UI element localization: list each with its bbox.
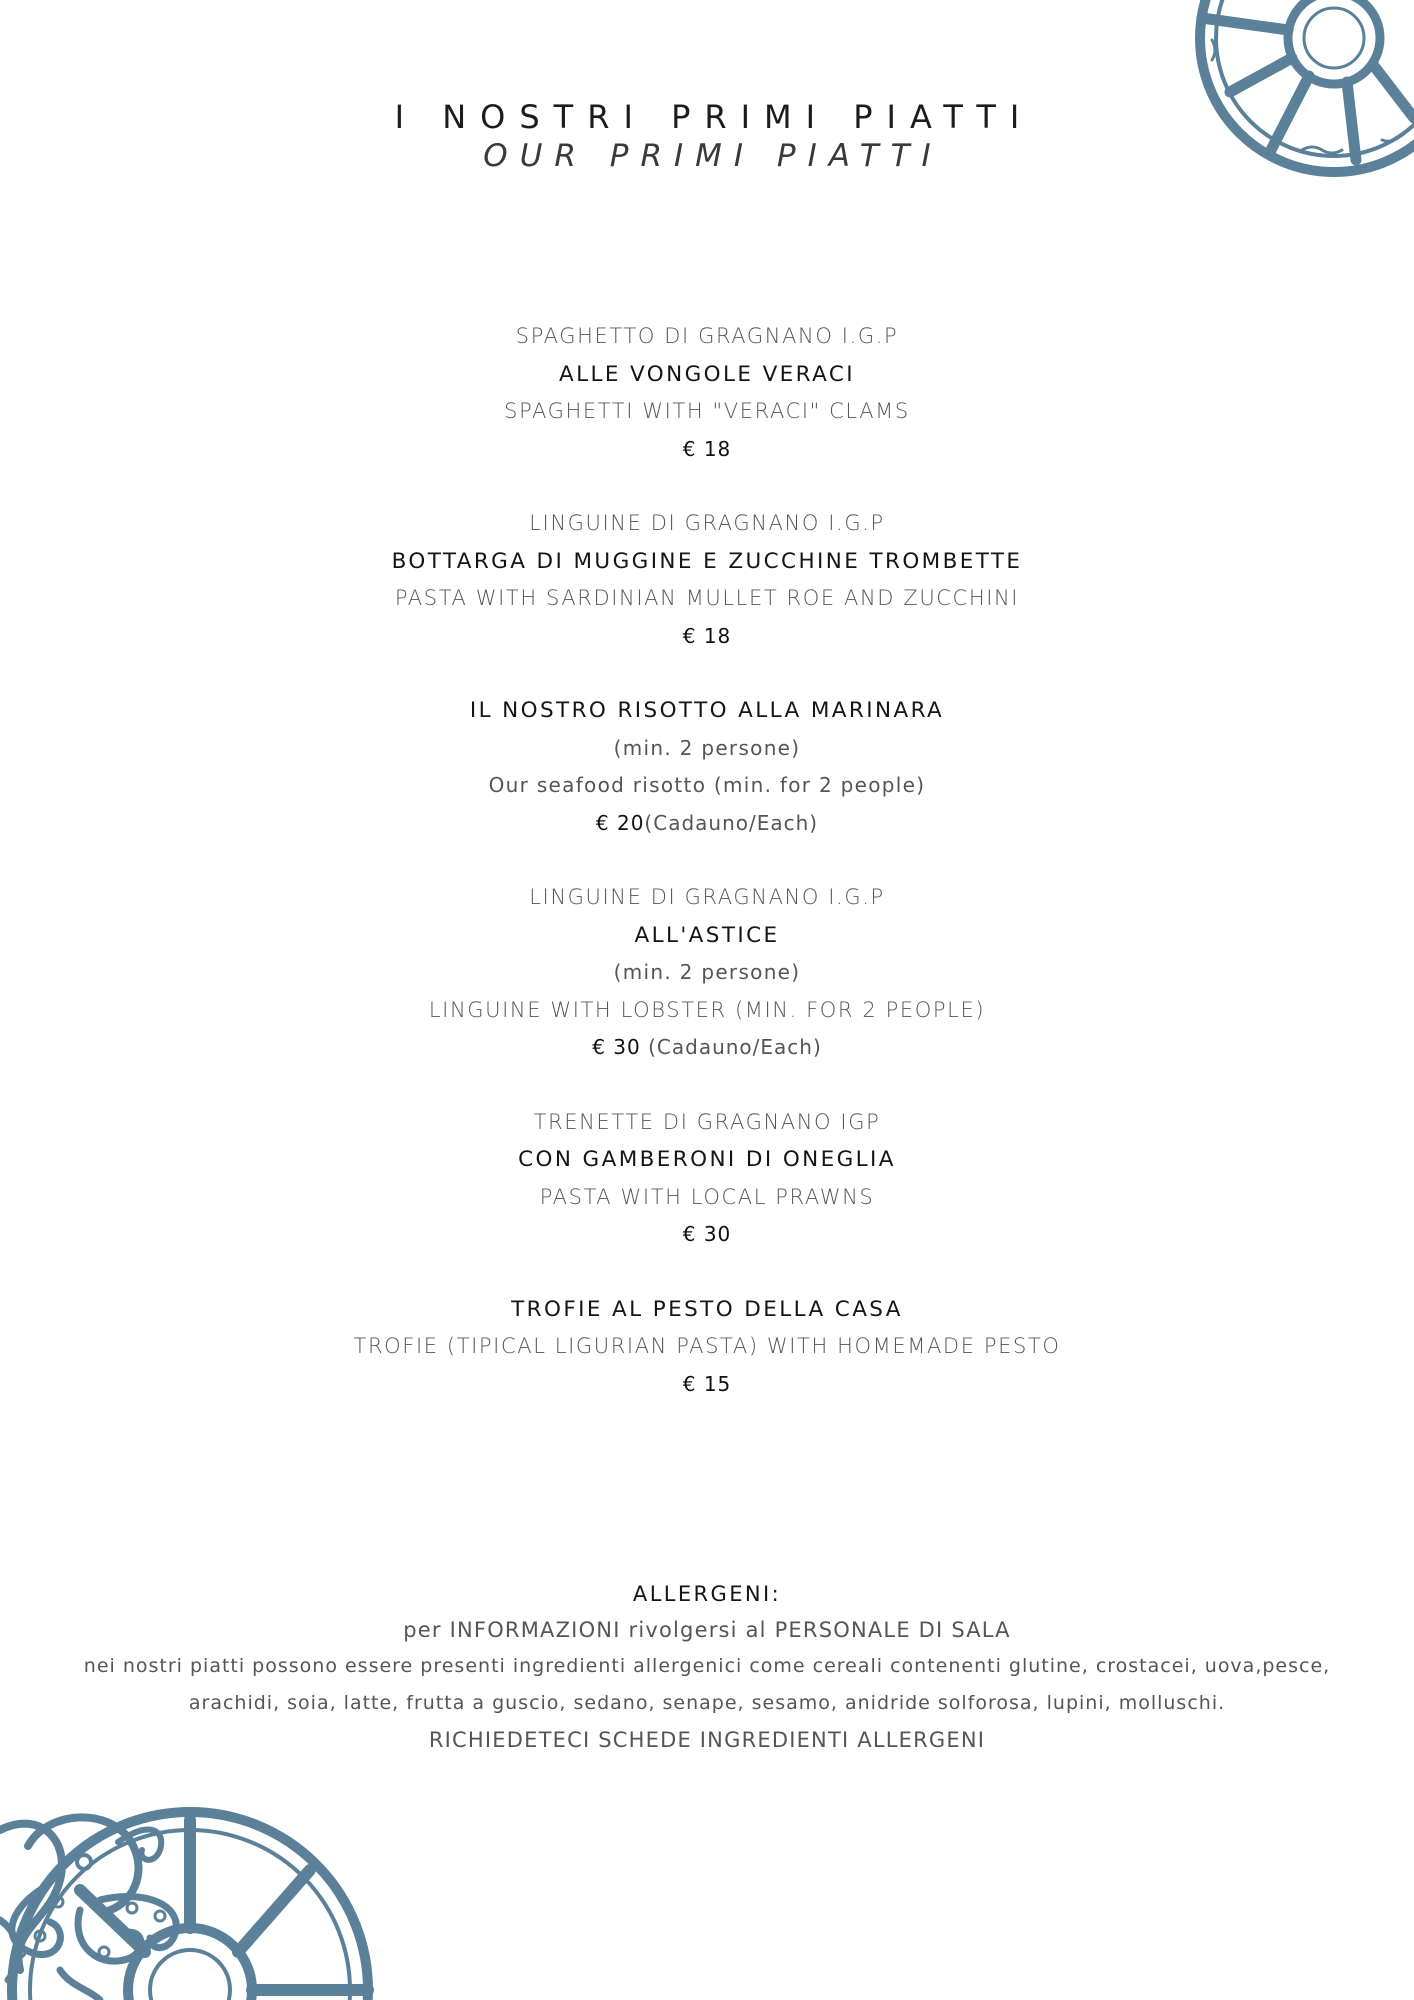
- page-subtitle: OUR PRIMI PIATTI: [483, 138, 943, 174]
- dish-english: PASTA WITH LOCAL PRAWNS: [539, 1184, 875, 1209]
- dish-item: [0, 318, 1414, 468]
- dish-price-suffix: (Cadauno/Each): [640, 1035, 822, 1059]
- dish-item: [0, 505, 1414, 655]
- dish-origin: LINGUINE DI GRAGNANO I.G.P: [529, 885, 885, 909]
- allergens-info: per INFORMAZIONI rivolgersi al PERSONALE DI SALA: [403, 1618, 1011, 1642]
- dish-note: (min. 2 persone): [613, 960, 801, 984]
- dish-name: TROFIE AL PESTO DELLA CASA: [511, 1296, 903, 1322]
- dish-english: Our seafood risotto (min. for 2 people): [488, 773, 926, 797]
- allergens-list-line: nei nostri piatti possono essere presenti ingredienti allergenici come cereali contenenti glutine, crostacei, uova,pesce,: [83, 1655, 1331, 1677]
- dish-name: ALL'ASTICE: [634, 922, 780, 948]
- dish-price: € 18: [682, 436, 732, 461]
- allergens-request: RICHIEDETECI SCHEDE INGREDIENTI ALLERGENI: [428, 1728, 986, 1752]
- dish-price: € 18: [682, 623, 732, 648]
- allergens-list-line: arachidi, soia, latte, frutta a guscio, sedano, senape, sesamo, anidride solforosa, lupini, molluschi.: [188, 1692, 1226, 1714]
- dish-item: [0, 879, 1414, 1067]
- page-title: I NOSTRI PRIMI PIATTI: [394, 98, 1034, 136]
- dish-price: € 15: [682, 1371, 732, 1396]
- dish-name: ALLE VONGOLE VERACI: [558, 361, 856, 387]
- allergens-title: ALLERGENI:: [632, 1582, 782, 1606]
- dish-item: [0, 1104, 1414, 1254]
- dish-price-row: [0, 805, 1414, 843]
- dish-english: PASTA WITH SARDINIAN MULLET ROE AND ZUCCHINI: [394, 586, 1020, 610]
- dish-item: [0, 1291, 1414, 1404]
- dish-english: TROFIE (TIPICAL LIGURIAN PASTA) WITH HOMEMADE PESTO: [353, 1334, 1061, 1358]
- dish-origin: LINGUINE DI GRAGNANO I.G.P: [529, 511, 885, 535]
- dish-origin: TRENETTE DI GRAGNANO IGP: [533, 1109, 881, 1134]
- dish-name: CON GAMBERONI DI ONEGLIA: [518, 1147, 896, 1172]
- dish-price: € 30: [592, 1035, 641, 1059]
- dish-note: (min. 2 persone): [613, 735, 801, 760]
- dish-english: SPAGHETTI WITH "VERACI" CLAMS: [504, 399, 910, 423]
- octopus-ship-wheel-icon: [0, 1690, 380, 2000]
- dish-price: € 30: [682, 1222, 732, 1246]
- dish-price-suffix: (Cadauno/Each): [644, 810, 819, 835]
- menu-header: [0, 96, 1414, 174]
- dish-origin: SPAGHETTO DI GRAGNANO I.G.P: [515, 324, 899, 348]
- dish-name: BOTTARGA DI MUGGINE E ZUCCHINE TROMBETTE: [391, 548, 1023, 574]
- dish-price-row: [0, 1029, 1414, 1067]
- dish-english: LINGUINE WITH LOBSTER (MIN. FOR 2 PEOPLE): [428, 997, 986, 1022]
- dish-name: IL NOSTRO RISOTTO ALLA MARINARA: [469, 698, 945, 723]
- dish-price: € 20: [595, 810, 645, 835]
- dish-item: [0, 692, 1414, 842]
- dish-list: [0, 318, 1414, 1440]
